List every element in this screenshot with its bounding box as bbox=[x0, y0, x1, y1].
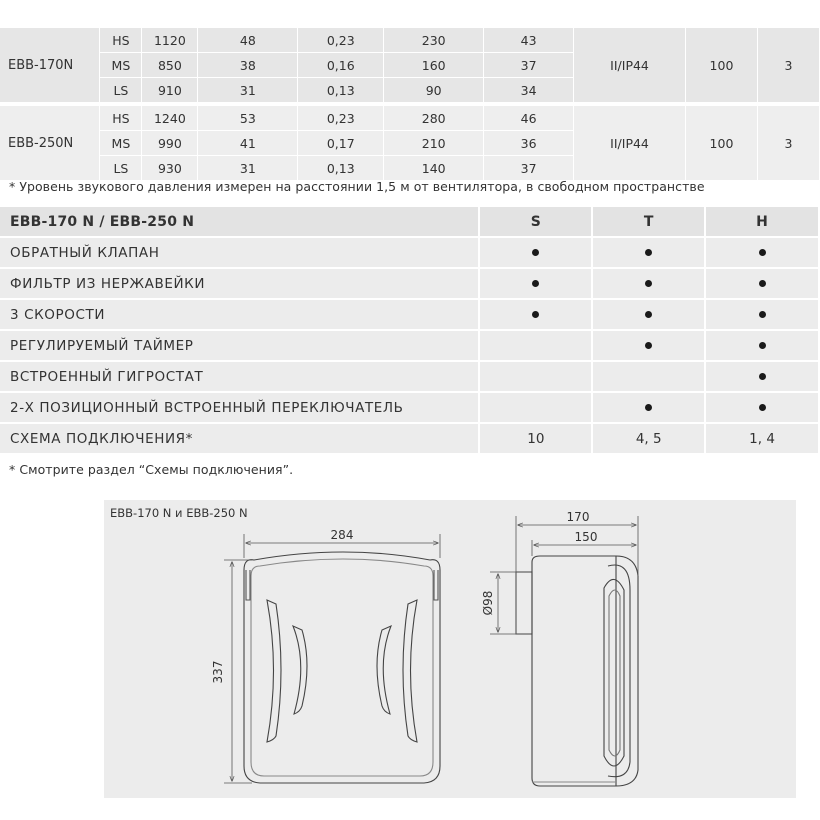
speed-label: LS bbox=[100, 78, 142, 105]
table-cell: 31 bbox=[198, 156, 298, 181]
bullet-dot-icon bbox=[645, 404, 652, 411]
table-cell: 90 bbox=[384, 78, 484, 105]
side-depth-total-label: 170 bbox=[566, 510, 590, 524]
spec-table bbox=[0, 28, 820, 181]
speed-label: LS bbox=[100, 156, 142, 181]
table-cell: 53 bbox=[198, 104, 298, 131]
dimension-drawing bbox=[104, 500, 796, 798]
protection-class: II/IP44 bbox=[574, 28, 686, 104]
table-cell: 1240 bbox=[142, 104, 198, 131]
table-cell: 34 bbox=[484, 78, 574, 105]
table-cell: 850 bbox=[142, 53, 198, 78]
feature-mark-t bbox=[592, 237, 705, 268]
bullet-dot-icon bbox=[532, 311, 539, 318]
table-cell: 37 bbox=[484, 156, 574, 181]
front-dimensions bbox=[224, 534, 440, 783]
table-cell: 100 bbox=[686, 28, 758, 104]
feature-label: ОБРАТНЫЙ КЛАПАН bbox=[0, 237, 479, 268]
feature-mark-h bbox=[705, 237, 819, 268]
feature-row bbox=[0, 237, 819, 268]
table-cell: 230 bbox=[384, 28, 484, 53]
table-cell: 990 bbox=[142, 131, 198, 156]
bullet-dot-icon bbox=[759, 342, 766, 349]
wiring-value-t: 4, 5 bbox=[592, 423, 705, 454]
feature-label: ФИЛЬТР ИЗ НЕРЖАВЕЙКИ bbox=[0, 268, 479, 299]
model-name: EBB-250N bbox=[0, 104, 100, 181]
bullet-dot-icon bbox=[645, 280, 652, 287]
feature-mark-h bbox=[705, 361, 819, 392]
table-row bbox=[0, 28, 820, 53]
speed-label: MS bbox=[100, 53, 142, 78]
side-view bbox=[516, 556, 638, 786]
wiring-row bbox=[0, 423, 819, 454]
features-title: EBB-170 N / EBB-250 N bbox=[0, 207, 479, 237]
column-header-s: S bbox=[479, 207, 592, 237]
table-cell: 1120 bbox=[142, 28, 198, 53]
table-cell: 0,23 bbox=[298, 104, 384, 131]
feature-row bbox=[0, 330, 819, 361]
table-cell: 3 bbox=[757, 104, 819, 181]
bullet-dot-icon bbox=[532, 249, 539, 256]
feature-row bbox=[0, 299, 819, 330]
feature-mark-t bbox=[592, 268, 705, 299]
feature-mark-s bbox=[479, 299, 592, 330]
wiring-value-h: 1, 4 bbox=[705, 423, 819, 454]
column-header-t: T bbox=[592, 207, 705, 237]
spec-group-ebb-250n bbox=[0, 104, 820, 181]
table-cell: 160 bbox=[384, 53, 484, 78]
duct-diameter-label: Ø98 bbox=[481, 590, 495, 616]
table-cell: 0,17 bbox=[298, 131, 384, 156]
table-cell: 41 bbox=[198, 131, 298, 156]
feature-mark-t bbox=[592, 330, 705, 361]
speed-label: HS bbox=[100, 104, 142, 131]
protection-class: II/IP44 bbox=[574, 104, 686, 181]
table-cell: 100 bbox=[686, 104, 758, 181]
feature-row bbox=[0, 392, 819, 423]
feature-mark-t bbox=[592, 361, 705, 392]
feature-label: РЕГУЛИРУЕМЫЙ ТАЙМЕР bbox=[0, 330, 479, 361]
table-cell: 910 bbox=[142, 78, 198, 105]
feature-row bbox=[0, 361, 819, 392]
features-table bbox=[0, 207, 820, 455]
table-cell: 0,23 bbox=[298, 28, 384, 53]
column-header-h: H bbox=[705, 207, 819, 237]
wiring-label: СХЕМА ПОДКЛЮЧЕНИЯ* bbox=[0, 423, 479, 454]
table-cell: 46 bbox=[484, 104, 574, 131]
feature-mark-t bbox=[592, 299, 705, 330]
feature-label: 3 СКОРОСТИ bbox=[0, 299, 479, 330]
table-cell: 48 bbox=[198, 28, 298, 53]
front-height-label: 337 bbox=[211, 660, 225, 684]
table-cell: 38 bbox=[198, 53, 298, 78]
feature-mark-h bbox=[705, 268, 819, 299]
front-width-label: 284 bbox=[330, 528, 354, 542]
bullet-dot-icon bbox=[645, 342, 652, 349]
features-header-row bbox=[0, 207, 819, 237]
speed-label: HS bbox=[100, 28, 142, 53]
table-cell: 0,13 bbox=[298, 78, 384, 105]
bullet-dot-icon bbox=[759, 280, 766, 287]
bullet-dot-icon bbox=[532, 280, 539, 287]
wiring-value-s: 10 bbox=[479, 423, 592, 454]
feature-mark-s bbox=[479, 237, 592, 268]
drawing-title: EBB-170 N и EBB-250 N bbox=[110, 506, 248, 520]
feature-row bbox=[0, 268, 819, 299]
feature-mark-h bbox=[705, 392, 819, 423]
wiring-footnote: * Смотрите раздел “Схемы подключения”. bbox=[9, 462, 294, 477]
table-cell: 930 bbox=[142, 156, 198, 181]
bullet-dot-icon bbox=[759, 404, 766, 411]
feature-mark-h bbox=[705, 330, 819, 361]
sound-pressure-footnote: * Уровень звукового давления измерен на расстоянии 1,5 м от вентилятора, в свободном пространстве bbox=[9, 179, 705, 194]
feature-mark-t bbox=[592, 392, 705, 423]
bullet-dot-icon bbox=[759, 373, 766, 380]
table-cell: 210 bbox=[384, 131, 484, 156]
feature-mark-h bbox=[705, 299, 819, 330]
feature-label: ВСТРОЕННЫЙ ГИГРОСТАТ bbox=[0, 361, 479, 392]
feature-mark-s bbox=[479, 268, 592, 299]
table-cell: 0,16 bbox=[298, 53, 384, 78]
table-row bbox=[0, 104, 820, 131]
feature-mark-s bbox=[479, 392, 592, 423]
bullet-dot-icon bbox=[645, 311, 652, 318]
bullet-dot-icon bbox=[759, 311, 766, 318]
table-cell: 31 bbox=[198, 78, 298, 105]
side-depth-body-label: 150 bbox=[574, 530, 598, 544]
feature-mark-s bbox=[479, 330, 592, 361]
feature-mark-s bbox=[479, 361, 592, 392]
table-cell: 3 bbox=[757, 28, 819, 104]
spec-group-ebb-170n bbox=[0, 28, 820, 104]
dimension-drawing-svg bbox=[104, 500, 796, 798]
table-cell: 37 bbox=[484, 53, 574, 78]
feature-label: 2-Х ПОЗИЦИОННЫЙ ВСТРОЕННЫЙ ПЕРЕКЛЮЧАТЕЛЬ bbox=[0, 392, 479, 423]
table-cell: 43 bbox=[484, 28, 574, 53]
bullet-dot-icon bbox=[759, 249, 766, 256]
front-view bbox=[244, 552, 440, 783]
bullet-dot-icon bbox=[645, 249, 652, 256]
table-cell: 36 bbox=[484, 131, 574, 156]
table-cell: 280 bbox=[384, 104, 484, 131]
speed-label: MS bbox=[100, 131, 142, 156]
model-name: EBB-170N bbox=[0, 28, 100, 104]
table-cell: 140 bbox=[384, 156, 484, 181]
table-cell: 0,13 bbox=[298, 156, 384, 181]
